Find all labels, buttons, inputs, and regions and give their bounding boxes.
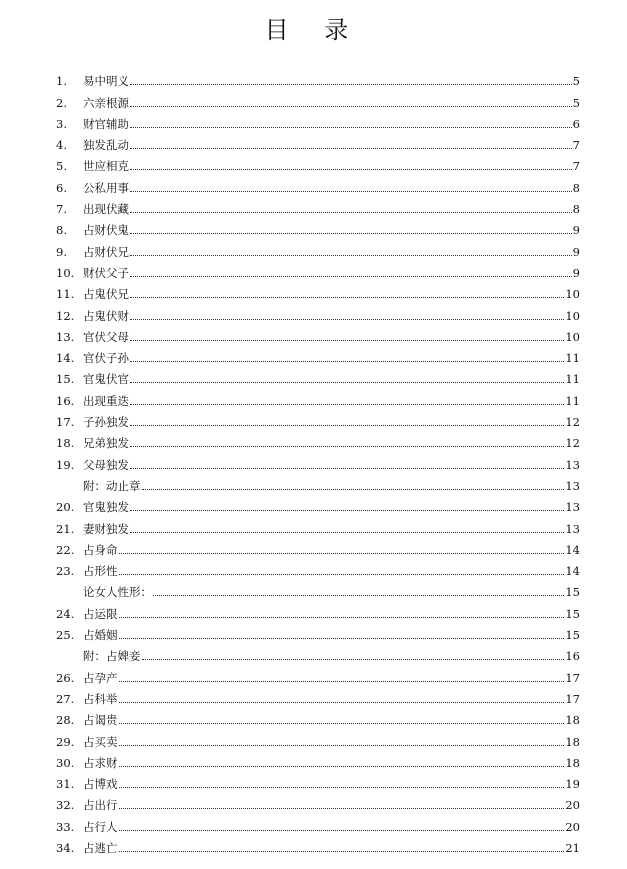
- toc-entry-page-number: 15: [565, 606, 580, 621]
- toc-entry-number: 23.: [56, 564, 75, 579]
- toc-entry[interactable]: [56, 514, 580, 535]
- toc-entry[interactable]: [56, 344, 580, 365]
- toc-entry-number: 7.: [56, 202, 67, 217]
- toc-entry-number: 33.: [56, 819, 75, 834]
- dot-leader: [119, 552, 565, 554]
- toc-entry-number: 18.: [56, 436, 75, 451]
- toc-entry-label: 占求财: [83, 755, 118, 770]
- toc-entry-label: 占婚姻: [83, 628, 118, 643]
- toc-entry[interactable]: [56, 685, 580, 706]
- toc-entry-label: 占谒贵: [83, 713, 118, 728]
- toc-entry[interactable]: [56, 173, 580, 194]
- dot-leader: [130, 211, 572, 213]
- page-title: 目 录: [264, 16, 363, 44]
- toc-entry[interactable]: [56, 216, 580, 237]
- toc-entry[interactable]: [56, 812, 580, 833]
- toc-entry-page-number: 5: [572, 74, 580, 89]
- toc-entry[interactable]: [56, 706, 580, 727]
- dot-leader: [119, 829, 565, 831]
- toc-entry-page-number: 18: [565, 713, 580, 728]
- toc-entry-page-number: 14: [565, 542, 580, 557]
- toc-entry-page-number: 7: [572, 138, 580, 153]
- toc-entry-number: 13.: [56, 329, 75, 344]
- dot-leader: [130, 168, 572, 170]
- toc-entry-number: 24.: [56, 606, 75, 621]
- dot-leader: [119, 850, 565, 852]
- toc-entry-number: 8.: [56, 223, 67, 238]
- toc-entry-page-number: 13: [565, 521, 580, 536]
- toc-entry-page-number: 9: [572, 265, 580, 280]
- toc-entry-label: 父母独发: [83, 457, 129, 472]
- toc-entry-label: 子孙独发: [83, 415, 129, 430]
- toc-entry-page-number: 20: [565, 819, 580, 834]
- toc-entry[interactable]: [56, 88, 580, 109]
- dot-leader: [119, 722, 565, 724]
- toc-entry-number: 20.: [56, 500, 75, 515]
- dot-leader: [142, 488, 565, 490]
- dot-leader: [130, 254, 572, 256]
- dot-leader: [130, 424, 564, 426]
- dot-leader: [119, 765, 565, 767]
- toc-entry-page-number: 12: [565, 436, 580, 451]
- dot-leader: [130, 531, 564, 533]
- toc-entry-number: 21.: [56, 521, 75, 536]
- dot-leader: [130, 467, 564, 469]
- toc-entry-page-number: 10: [565, 329, 580, 344]
- toc-entry-label: 官鬼独发: [83, 500, 129, 515]
- toc-entry-label: 出现伏藏: [83, 202, 129, 217]
- toc-entry[interactable]: [56, 152, 580, 173]
- toc-entry[interactable]: [56, 663, 580, 684]
- toc-entry[interactable]: [56, 472, 580, 493]
- toc-entry[interactable]: [56, 599, 580, 620]
- toc-entry-number: 4.: [56, 138, 67, 153]
- toc-entry-page-number: 10: [565, 287, 580, 302]
- dot-leader: [119, 637, 565, 639]
- toc-entry[interactable]: [56, 770, 580, 791]
- toc-entry-label: 论女人性形：: [83, 585, 152, 600]
- dot-leader: [130, 83, 572, 85]
- toc-entry[interactable]: [56, 365, 580, 386]
- toc-entry-label: 兄弟独发: [83, 436, 129, 451]
- dot-leader: [142, 658, 565, 660]
- toc-entry-page-number: 7: [572, 159, 580, 174]
- dot-leader: [119, 786, 565, 788]
- dot-leader: [130, 381, 564, 383]
- toc-entry-page-number: 21: [565, 840, 580, 855]
- toc-entry-label: 附：占婢妾: [83, 649, 141, 664]
- toc-entry[interactable]: [56, 67, 580, 88]
- toc-entry-label: 六亲根源: [83, 95, 129, 110]
- toc-entry-number: 19.: [56, 457, 75, 472]
- dot-leader: [130, 190, 572, 192]
- toc-entry-label: 出现重迭: [83, 393, 129, 408]
- toc-entry-label: 妻财独发: [83, 521, 129, 536]
- toc-entry-page-number: 11: [565, 393, 580, 408]
- dot-leader: [153, 594, 564, 596]
- dot-leader: [119, 701, 565, 703]
- toc-entry-number: 12.: [56, 308, 75, 323]
- dot-leader: [130, 509, 564, 511]
- toc-entry-page-number: 14: [565, 564, 580, 579]
- dot-leader: [130, 339, 564, 341]
- toc-entry[interactable]: [56, 237, 580, 258]
- toc-entry-number: 32.: [56, 798, 75, 813]
- toc-entry[interactable]: [56, 323, 580, 344]
- toc-entry-number: 15.: [56, 372, 75, 387]
- toc-entry-label: 附：动止章: [83, 478, 141, 493]
- toc-entry-label: 财伏父子: [83, 265, 129, 280]
- toc-entry-number: 25.: [56, 628, 75, 643]
- toc-entry-number: 6.: [56, 180, 67, 195]
- toc-entry-number: 28.: [56, 713, 75, 728]
- toc-entry-page-number: 8: [572, 180, 580, 195]
- toc-entry-number: 10.: [56, 265, 75, 280]
- toc-entry[interactable]: [56, 621, 580, 642]
- toc-entry-number: 2.: [56, 95, 67, 110]
- toc-entry[interactable]: [56, 536, 580, 557]
- dot-leader: [130, 126, 572, 128]
- toc-entry[interactable]: [56, 642, 580, 663]
- toc-entry[interactable]: [56, 450, 580, 471]
- toc-entry-number: 27.: [56, 691, 75, 706]
- toc-entry-page-number: 17: [565, 670, 580, 685]
- toc-entry-page-number: 13: [565, 500, 580, 515]
- toc-entry[interactable]: [56, 578, 580, 599]
- toc-entry[interactable]: [56, 493, 580, 514]
- toc-entry-number: 22.: [56, 542, 75, 557]
- toc-entry[interactable]: [56, 110, 580, 131]
- toc-entry-label: 独发乱动: [83, 138, 129, 153]
- toc-entry-page-number: 9: [572, 244, 580, 259]
- toc-entry[interactable]: [56, 131, 580, 152]
- dot-leader: [119, 680, 565, 682]
- toc-entry-label: 占博戏: [83, 777, 118, 792]
- toc-entry-number: 11.: [56, 287, 75, 302]
- toc-entry-page-number: 18: [565, 734, 580, 749]
- toc-entry-page-number: 17: [565, 691, 580, 706]
- toc-entry[interactable]: [56, 195, 580, 216]
- toc-entry[interactable]: [56, 259, 580, 280]
- toc-entry-label: 占出行: [83, 798, 118, 813]
- toc-entry-page-number: 13: [565, 457, 580, 472]
- dot-leader: [119, 807, 565, 809]
- toc-entry-label: 世应相克: [83, 159, 129, 174]
- toc-entry-number: 5.: [56, 159, 67, 174]
- dot-leader: [119, 573, 565, 575]
- toc-entry[interactable]: [56, 749, 580, 770]
- toc-entry-label: 官伏父母: [83, 329, 129, 344]
- toc-entry-number: 14.: [56, 351, 75, 366]
- toc-entry-number: 26.: [56, 670, 75, 685]
- toc-entry-label: 公私用事: [83, 180, 129, 195]
- dot-leader: [119, 616, 565, 618]
- toc-entry[interactable]: [56, 429, 580, 450]
- toc-entry[interactable]: [56, 557, 580, 578]
- toc-entry-label: 占鬼伏兄: [83, 287, 129, 302]
- toc-entry-page-number: 15: [565, 585, 580, 600]
- dot-leader: [130, 105, 572, 107]
- toc-entry-label: 占形性: [83, 564, 118, 579]
- dot-leader: [130, 147, 572, 149]
- toc-entry-number: 17.: [56, 415, 75, 430]
- dot-leader: [130, 296, 564, 298]
- toc-entry-number: 16.: [56, 393, 75, 408]
- toc-entry-page-number: 10: [565, 308, 580, 323]
- toc-entry[interactable]: [56, 301, 580, 322]
- toc-entry-label: 占身命: [83, 542, 118, 557]
- toc-entry-number: 3.: [56, 116, 67, 131]
- dot-leader: [130, 403, 564, 405]
- toc-entry-label: 官鬼伏官: [83, 372, 129, 387]
- toc-entry-page-number: 11: [565, 372, 580, 387]
- toc-entry-label: 占逃亡: [83, 840, 118, 855]
- toc-entry-label: 占财伏兄: [83, 244, 129, 259]
- dot-leader: [130, 275, 572, 277]
- toc-entry-number: 34.: [56, 840, 75, 855]
- dot-leader: [119, 744, 565, 746]
- toc-entry-label: 官伏子孙: [83, 351, 129, 366]
- toc-entry[interactable]: [56, 791, 580, 812]
- toc-entry-label: 占财伏鬼: [83, 223, 129, 238]
- toc-entry-page-number: 20: [565, 798, 580, 813]
- toc-entry-number: 1.: [56, 74, 67, 89]
- dot-leader: [130, 360, 564, 362]
- toc-entry-page-number: 16: [565, 649, 580, 664]
- toc-entry-page-number: 15: [565, 628, 580, 643]
- toc-entry-label: 易中明义: [83, 74, 129, 89]
- toc-entry-page-number: 6: [572, 116, 580, 131]
- toc-entry-page-number: 12: [565, 415, 580, 430]
- table-of-contents: [56, 67, 580, 855]
- toc-entry-label: 占科举: [83, 691, 118, 706]
- toc-entry-number: 30.: [56, 755, 75, 770]
- toc-entry-number: 29.: [56, 734, 75, 749]
- dot-leader: [130, 232, 572, 234]
- toc-entry-page-number: 19: [565, 777, 580, 792]
- toc-entry-page-number: 18: [565, 755, 580, 770]
- toc-entry-label: 占行人: [83, 819, 118, 834]
- toc-entry-label: 占运限: [83, 606, 118, 621]
- toc-entry[interactable]: [56, 834, 580, 855]
- toc-entry[interactable]: [56, 386, 580, 407]
- toc-entry[interactable]: [56, 727, 580, 748]
- toc-entry-label: 财官辅助: [83, 116, 129, 131]
- toc-entry-page-number: 9: [572, 223, 580, 238]
- toc-entry-number: 9.: [56, 244, 67, 259]
- toc-entry-page-number: 5: [572, 95, 580, 110]
- toc-entry-page-number: 13: [565, 478, 580, 493]
- toc-entry-label: 占买卖: [83, 734, 118, 749]
- toc-entry[interactable]: [56, 408, 580, 429]
- toc-entry-number: 31.: [56, 777, 75, 792]
- dot-leader: [130, 445, 564, 447]
- toc-entry-label: 占鬼伏财: [83, 308, 129, 323]
- toc-entry-label: 占孕产: [83, 670, 118, 685]
- toc-entry-page-number: 8: [572, 202, 580, 217]
- toc-entry-page-number: 11: [565, 351, 580, 366]
- dot-leader: [130, 318, 564, 320]
- toc-entry[interactable]: [56, 280, 580, 301]
